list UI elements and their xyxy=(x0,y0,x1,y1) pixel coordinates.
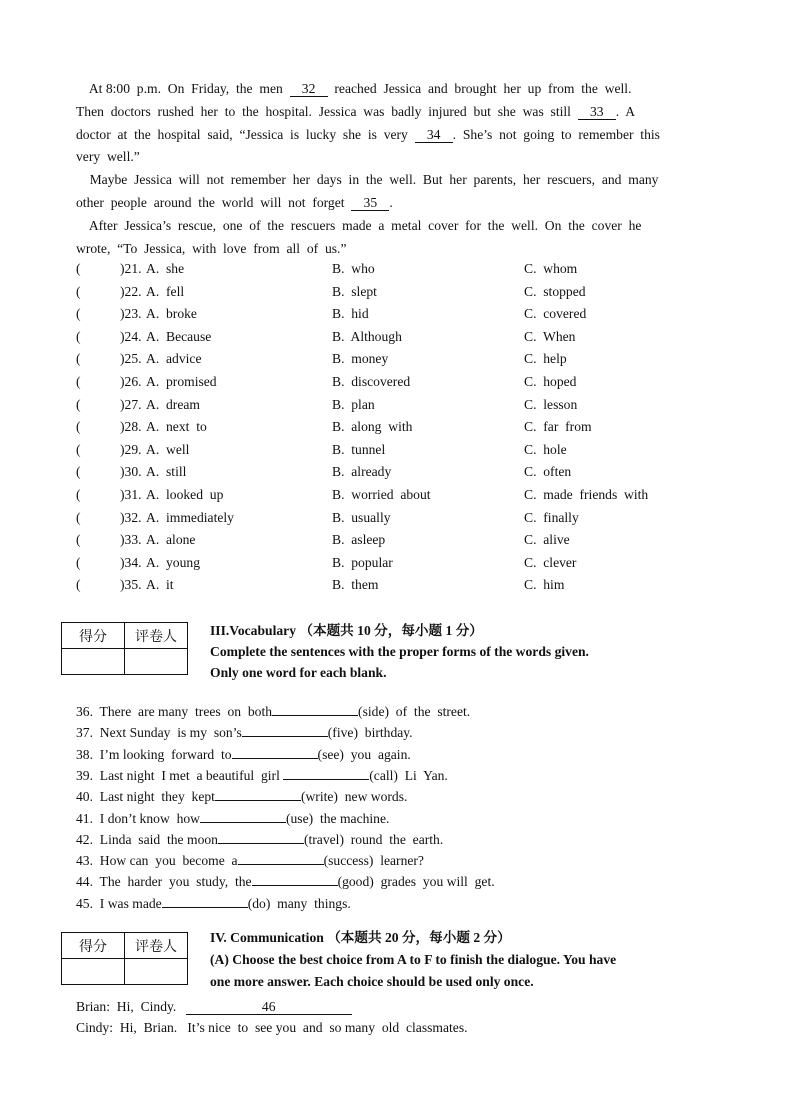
answer-bracket[interactable]: ( xyxy=(76,577,81,593)
question-text: 40. Last night they kept xyxy=(76,789,215,805)
option-b: B. Although xyxy=(332,328,402,344)
score-label: 得分 xyxy=(62,623,125,649)
question-number: )25. xyxy=(120,351,142,367)
answer-bracket[interactable]: ( xyxy=(76,328,81,344)
option-c: C. made friends with xyxy=(524,487,649,502)
answer-bracket[interactable]: ( xyxy=(76,396,81,412)
option-row xyxy=(76,419,716,441)
option-a: A. looked up xyxy=(146,487,224,502)
passage-text: At 8:00 p.m. On Friday, the men xyxy=(76,81,290,96)
option-row xyxy=(76,261,716,283)
question-number: )23. xyxy=(120,306,142,322)
question-number: )35. xyxy=(120,577,142,593)
dialogue-line xyxy=(76,999,352,1015)
passage-line xyxy=(76,192,713,215)
option-row xyxy=(76,464,716,486)
option-b: B. tunnel xyxy=(332,441,386,457)
answer-blank[interactable] xyxy=(232,745,318,759)
answer-blank[interactable] xyxy=(215,787,301,801)
passage-line xyxy=(76,169,713,192)
vocab-question xyxy=(76,787,407,805)
option-c: C. finally xyxy=(524,509,579,525)
question-number: )24. xyxy=(120,328,142,344)
score-cell[interactable] xyxy=(62,959,125,985)
answer-blank[interactable] xyxy=(252,872,338,886)
answer-blank[interactable] xyxy=(272,702,358,716)
question-number: )29. xyxy=(120,441,142,457)
passage-text: . She’s not going to remember this xyxy=(452,126,660,142)
option-a: A. broke xyxy=(146,306,197,322)
question-text: 39. Last night I met a beautiful girl xyxy=(76,767,284,783)
question-number: )21. xyxy=(120,261,142,276)
answer-blank[interactable] xyxy=(218,830,304,844)
passage-text: . A xyxy=(615,103,636,119)
answer-blank[interactable]: 34 xyxy=(415,127,453,143)
option-c: C. hoped xyxy=(524,374,577,389)
option-b: B. slept xyxy=(332,283,377,299)
option-c: C. lesson xyxy=(524,396,578,412)
question-text: 38. I’m looking forward to xyxy=(76,746,232,762)
score-box xyxy=(61,622,188,675)
option-row xyxy=(76,510,716,532)
option-a: A. advice xyxy=(146,351,202,367)
question-hint: (travel) round the earth. xyxy=(303,831,444,847)
passage xyxy=(76,78,713,260)
option-b: B. along with xyxy=(332,419,413,435)
answer-bracket[interactable]: ( xyxy=(76,554,81,570)
option-c: C. alive xyxy=(524,532,570,548)
question-number: )27. xyxy=(120,396,142,412)
answer-bracket[interactable]: ( xyxy=(76,261,81,276)
answer-blank[interactable]: 46 xyxy=(186,999,352,1015)
vocab-question xyxy=(76,872,495,890)
option-a: A. Because xyxy=(146,328,212,344)
option-row xyxy=(76,577,716,599)
option-a: A. alone xyxy=(146,532,196,548)
question-text: 36. There are many trees on both xyxy=(76,704,273,719)
speaker: Cindy: xyxy=(76,1020,114,1035)
question-number: )28. xyxy=(120,419,142,435)
option-b: B. worried about xyxy=(332,487,431,502)
score-box-2 xyxy=(61,932,188,985)
passage-line xyxy=(76,101,713,124)
score-label: 得分 xyxy=(62,933,125,959)
option-a: A. it xyxy=(146,577,174,593)
option-row xyxy=(76,532,716,554)
vocab-question xyxy=(76,745,411,763)
option-b: B. popular xyxy=(332,554,393,570)
vocab-question xyxy=(76,702,470,720)
question-hint: (five) birthday. xyxy=(327,725,413,741)
option-row xyxy=(76,374,716,396)
option-c: C. often xyxy=(524,464,572,480)
answer-blank[interactable] xyxy=(162,894,248,908)
grader-cell[interactable] xyxy=(125,959,188,985)
option-c: C. hole xyxy=(524,441,567,457)
question-number: )22. xyxy=(120,283,142,299)
option-row xyxy=(76,306,716,328)
answer-bracket[interactable]: ( xyxy=(76,532,81,548)
answer-bracket[interactable]: ( xyxy=(76,487,81,502)
answer-blank[interactable]: 35 xyxy=(351,195,389,211)
option-row xyxy=(76,284,716,306)
section-4-title: IV. Communication （本题共 20 分，每小题 2 分） xyxy=(210,930,511,945)
dialogue-line xyxy=(76,1020,468,1036)
section-3-instruction-2: Only one word for each blank. xyxy=(210,665,387,680)
option-c: C. him xyxy=(524,577,565,593)
passage-line xyxy=(76,124,713,147)
answer-blank[interactable] xyxy=(283,766,369,780)
question-text: 45. I was made xyxy=(76,895,162,911)
option-a: A. next to xyxy=(146,419,207,435)
option-b: B. them xyxy=(332,577,379,593)
passage-text: After Jessica’s rescue, one of the rescuers made a metal cover for the well. On the cover he xyxy=(76,217,642,233)
option-b: B. usually xyxy=(332,509,391,525)
option-c: C. covered xyxy=(524,306,587,322)
vocab-question xyxy=(76,851,424,869)
question-hint: (call) Li Yan. xyxy=(369,767,448,783)
option-c: C. When xyxy=(524,328,576,344)
question-hint: (write) new words. xyxy=(300,789,408,805)
answer-bracket[interactable]: ( xyxy=(76,441,81,457)
answer-blank[interactable] xyxy=(200,809,286,823)
passage-text: doctor at the hospital said, “Jessica is lucky she is very xyxy=(76,126,415,142)
passage-text: . xyxy=(389,194,393,210)
option-row xyxy=(76,397,716,419)
option-c: C. clever xyxy=(524,554,577,570)
section-3-header xyxy=(210,620,589,683)
option-c: C. help xyxy=(524,351,567,367)
option-row xyxy=(76,351,716,373)
question-text: 44. The harder you study, the xyxy=(76,874,252,890)
question-hint: (good) grades you will get. xyxy=(337,874,495,890)
grader-cell[interactable] xyxy=(125,649,188,675)
question-hint: (side) of the street. xyxy=(358,704,471,719)
answer-bracket[interactable]: ( xyxy=(76,419,81,435)
option-a: A. dream xyxy=(146,396,200,412)
section-3-title: III.Vocabulary （本题共 10 分，每小题 1 分） xyxy=(210,623,483,638)
grader-label: 评卷人 xyxy=(125,623,188,649)
question-text: 41. I don’t know how xyxy=(76,810,200,826)
answer-bracket[interactable]: ( xyxy=(76,306,81,322)
question-hint: (success) learner? xyxy=(323,853,424,869)
answer-blank[interactable]: 32 xyxy=(290,81,328,97)
question-number: )31. xyxy=(120,487,142,502)
passage-text: very well.” xyxy=(76,149,140,165)
option-a: A. immediately xyxy=(146,509,234,525)
answer-blank[interactable]: 33 xyxy=(578,104,616,120)
answer-blank[interactable] xyxy=(238,851,324,865)
option-b: B. already xyxy=(332,464,392,480)
option-c: C. far from xyxy=(524,419,592,435)
grader-label: 评卷人 xyxy=(125,933,188,959)
question-text: 43. How can you become a xyxy=(76,853,238,869)
question-hint: (see) you again. xyxy=(317,746,411,762)
section-4-instruction-1: (A) Choose the best choice from A to F to finish the dialogue. You have xyxy=(210,952,617,967)
option-b: B. who xyxy=(332,261,375,276)
dialogue-text: Hi, Brian. It’s nice to see you and so many old classmates. xyxy=(113,1020,468,1035)
option-a: A. well xyxy=(146,441,190,457)
passage-text: wrote, “To Jessica, with love from all of us.” xyxy=(76,240,347,256)
question-number: )34. xyxy=(120,554,142,570)
option-b: B. money xyxy=(332,351,389,367)
vocab-question xyxy=(76,723,413,741)
section-3-instruction-1: Complete the sentences with the proper forms of the words given. xyxy=(210,644,589,659)
answer-bracket[interactable]: ( xyxy=(76,351,81,367)
question-text: 42. Linda said the moon xyxy=(76,831,218,847)
question-number: )30. xyxy=(120,464,142,480)
question-number: )26. xyxy=(120,374,142,389)
passage-text: other people around the world will not forget xyxy=(76,194,352,210)
option-c: C. stopped xyxy=(524,283,586,299)
dialogue-text: Hi, Cindy. xyxy=(109,999,180,1014)
option-b: B. plan xyxy=(332,396,375,412)
passage-text: Then doctors rushed her to the hospital. Jessica was badly injured but she was still xyxy=(76,103,578,119)
question-hint: (use) the machine. xyxy=(285,810,390,826)
option-c: C. whom xyxy=(524,261,578,276)
passage-text: reached Jessica and brought her up from the well. xyxy=(327,81,632,96)
option-a: A. fell xyxy=(146,283,185,299)
question-number: )32. xyxy=(120,509,142,525)
speaker: Brian: xyxy=(76,999,110,1014)
option-a: A. promised xyxy=(146,374,217,389)
option-b: B. asleep xyxy=(332,532,386,548)
passage-line xyxy=(76,238,713,261)
option-row xyxy=(76,555,716,577)
passage-line xyxy=(76,146,713,169)
question-number: )33. xyxy=(120,532,142,548)
vocab-question xyxy=(76,766,448,784)
score-cell[interactable] xyxy=(62,649,125,675)
passage-text: Maybe Jessica will not remember her days in the well. But her parents, her rescuers, and many xyxy=(76,172,659,188)
answer-bracket[interactable]: ( xyxy=(76,283,81,299)
passage-line xyxy=(76,78,713,101)
option-b: B. discovered xyxy=(332,374,411,389)
answer-bracket[interactable]: ( xyxy=(76,374,81,389)
vocab-question xyxy=(76,809,389,827)
section-4-header xyxy=(210,927,714,993)
answer-bracket[interactable]: ( xyxy=(76,509,81,525)
answer-blank[interactable] xyxy=(242,723,328,737)
answer-bracket[interactable]: ( xyxy=(76,464,81,480)
option-row xyxy=(76,329,716,351)
option-b: B. hid xyxy=(332,306,369,322)
passage-line xyxy=(76,215,713,238)
vocab-question xyxy=(76,830,443,848)
option-a: A. still xyxy=(146,464,187,480)
question-hint: (do) many things. xyxy=(247,895,351,911)
option-row xyxy=(76,487,716,509)
question-text: 37. Next Sunday is my son’s xyxy=(76,725,242,741)
section-4-instruction-2: one more answer. Each choice should be used only once. xyxy=(210,974,534,989)
option-row xyxy=(76,442,716,464)
option-a: A. she xyxy=(146,261,185,276)
option-a: A. young xyxy=(146,554,200,570)
vocab-question xyxy=(76,894,351,912)
